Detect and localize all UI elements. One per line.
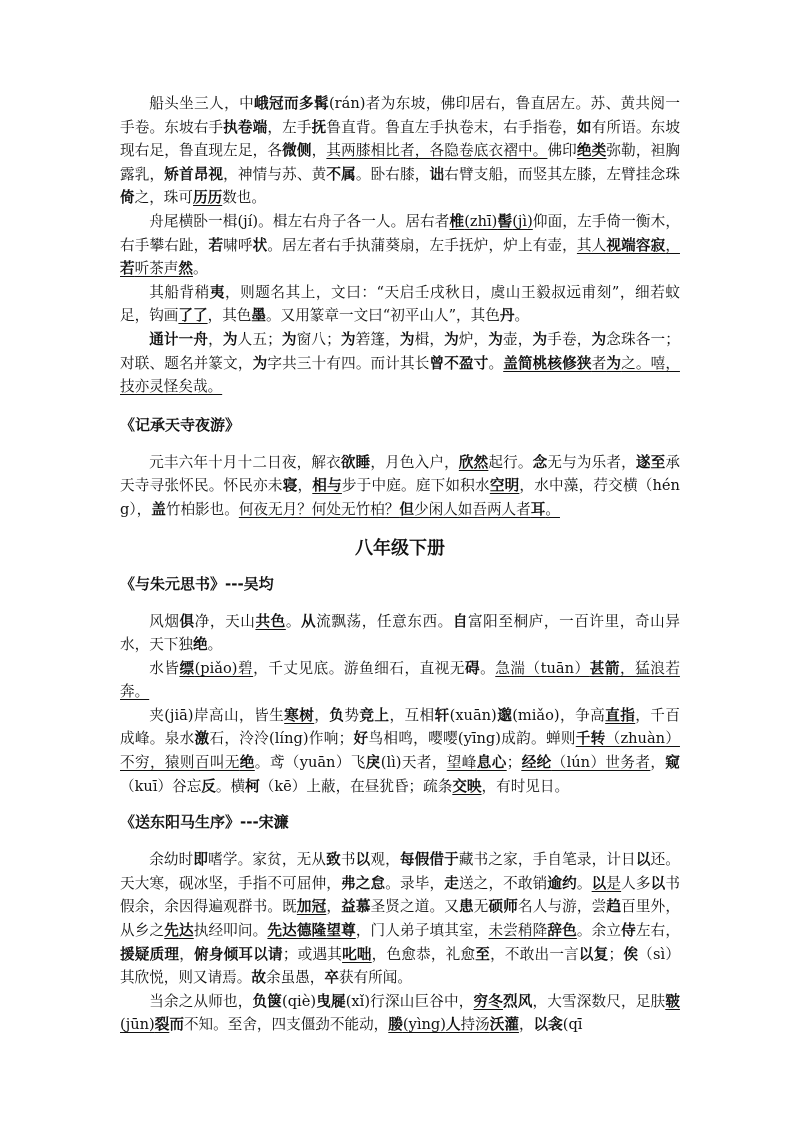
passage-yu-zhu-yuansi [120, 610, 680, 799]
paragraph: 其船背稍夷，则题名其上，文曰：“天启壬戌秋日，虞山王毅叔远甫刻”，细若蚊足，钩画了了，其色墨。又用篆章一文曰“初平山人”，其色丹。 [120, 283, 680, 325]
paragraph: 舟尾横卧一楫(jí)。楫左右舟子各一人。居右者椎(zhī)髻(jì)仰面，左手倚一衡木，右手攀右趾，若啸呼状。居左者右手执蒲葵扇，左手抚炉，炉上有壶，其人视端容寂，若听茶声然。 [120, 212, 680, 278]
paragraph: 余幼时即嗜学。家贫，无从致书以观，每假借于藏书之家，手自笔录，计日以还。天大寒，砚冰坚，手指不可屈伸，弗之怠。录毕，走送之，不敢销逾约。以是人多以书假余，余因得遍观群书。既加冠，益慕圣贤之道。又患无硕师名人与游，尝趋百里外，从乡之先达执经叩问。先达德隆望尊，门人弟子填其室，未尝稍降辞色。余立侍左右，援疑质理，俯身倾耳以请；或遇其叱咄，色愈恭，礼愈至，不敢出一言以复；俟（sì）其欣悦，则又请焉。故余虽愚，卒获有所闻。 [120, 851, 680, 987]
paragraph: 通计一舟，为人五；为窗八；为箬篷，为楫，为炉，为壶，为手卷，为念珠各一；对联、题名并篆文，为字共三十有四。而计其长曾不盈寸。盖简桃核修狭者为之。嘻，技亦灵怪矣哉。 [120, 330, 680, 396]
paragraph: 当余之从师也，负箧(qiè)曳屣(xǐ)行深山巨谷中，穷冬烈风，大雪深数尺，足肤皲(jūn)裂而不知。至舍，四支僵劲不能动，媵(yìng)人持汤沃灌，以衾(qī [120, 992, 680, 1034]
passage-title: 《与朱元思书》---吴均 [120, 574, 274, 593]
passage-song-dongyang-masheng [120, 848, 680, 1037]
paragraph: 元丰六年十月十二日夜，解衣欲睡，月色入户，欣然起行。念无与为乐者，遂至承天寺寻张怀民。怀民亦未寝，相与步于中庭。庭下如积水空明，水中藻，荇交横（héng），盖竹柏影也。何夜无月？何处无竹柏？但少闲人如吾两人者耳。 [120, 453, 680, 518]
passage-title: 《记承天寺夜游》 [120, 415, 241, 434]
paragraph: 船头坐三人，中峨冠而多髯(rán)者为东坡，佛印居右，鲁直居左。苏、黄共阅一手卷。东坡右手执卷端，左手抚鲁直背。鲁直左手执卷末，右手指卷，如有所语。东坡现右足，鲁直现左足，各微侧，其两膝相比者，各隐卷底衣褶中。佛印绝类弥勒，袒胸露乳，矫首昂视，神情与苏、黄不属。卧右膝，诎右臂支船，而竖其左膝，左臂挂念珠倚之，珠可历历数也。 [120, 95, 680, 207]
passage-chengtian-temple [120, 451, 680, 522]
paragraph: 风烟俱净，天山共色。从流飘荡，任意东西。自富阳至桐庐，一百许里，奇山异水，天下独绝。 [120, 612, 680, 654]
paragraph: 夹(jiā)岸高山，皆生寒树，负势竞上，互相轩(xuān)邈(miǎo)，争高直指，千百成峰。泉水激石，泠泠(líng)作响；好鸟相鸣，嘤嘤(yīng)成韵。蝉则千转（zhuàn）不穷，猿则百叫无绝。鸢（yuān）飞戾(lì)天者，望峰息心；经纶（lún）世务者，窥（kuī）谷忘反。横柯（kē）上蔽，在昼犹昏；疏条交映，有时见日。 [120, 706, 680, 795]
section-heading: 八年级下册 [355, 537, 445, 559]
paragraph: 水皆缥(piǎo)碧，千丈见底。游鱼细石，直视无碍。急湍（tuān）甚箭，猛浪若奔。 [120, 659, 680, 701]
passage-title: 《送东阳马生序》---宋濂 [120, 813, 289, 832]
passage-hehe-boat [120, 92, 680, 399]
document-body [120, 92, 680, 1037]
